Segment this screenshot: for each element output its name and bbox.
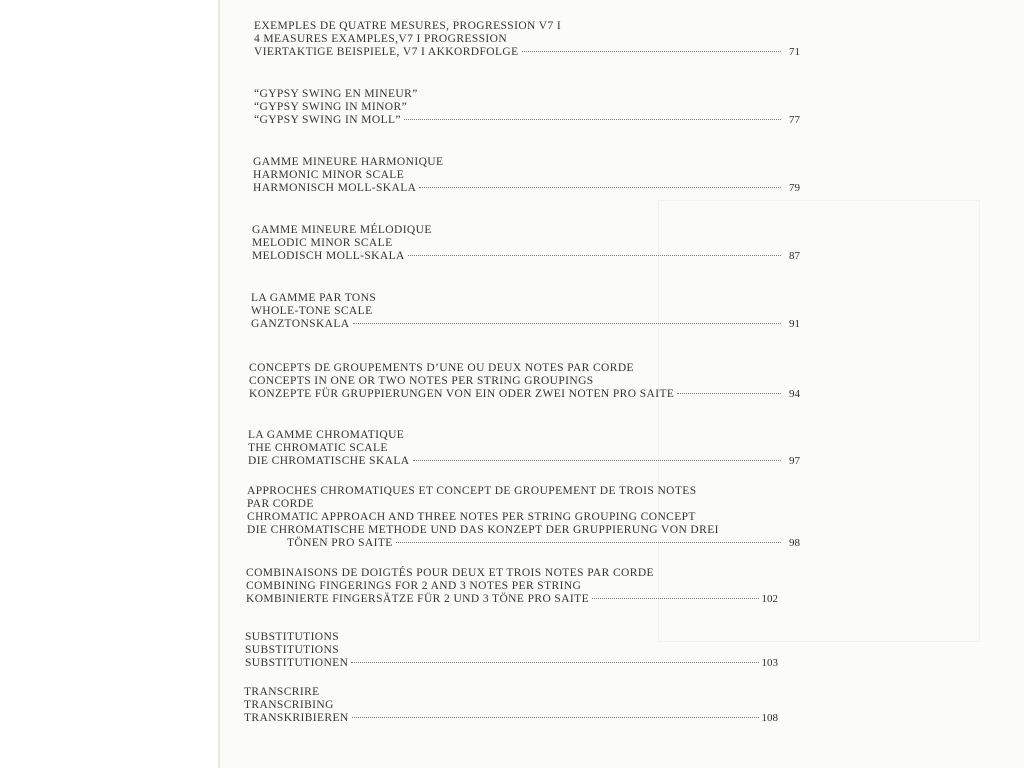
page-number: 103 — [761, 657, 778, 669]
toc-line: THE CHROMATIC SCALE — [248, 442, 388, 454]
toc-line: 4 MEASURES EXAMPLES,V7 I PROGRESSION — [254, 33, 508, 45]
toc-line: LA GAMME CHROMATIQUE — [248, 429, 405, 441]
toc-line: HARMONISCH MOLL-SKALA — [253, 182, 417, 194]
toc-last-line — [251, 318, 800, 331]
page-number: 94 — [789, 388, 800, 400]
toc-last-line — [249, 388, 800, 401]
toc-entry — [247, 485, 800, 550]
toc-line: TRANSCRIBING — [244, 699, 334, 711]
toc-last-line — [245, 657, 778, 670]
dot-leader — [677, 393, 781, 394]
page-number: 91 — [789, 318, 800, 330]
toc-last-line — [247, 537, 800, 550]
toc-line: “GYPSY SWING IN MINOR” — [254, 101, 408, 113]
toc-entry — [245, 631, 778, 670]
page-number: 108 — [761, 712, 778, 724]
document-page — [218, 0, 1024, 768]
toc-line: VIERTAKTIGE BEISPIELE, V7 I AKKORDFOLGE — [254, 46, 519, 58]
toc-line: GAMME MINEURE HARMONIQUE — [253, 156, 444, 168]
toc-last-line — [254, 46, 800, 59]
toc-line: APPROCHES CHROMATIQUES ET CONCEPT DE GROUPEMENT DE TROIS NOTES — [247, 485, 697, 497]
toc-line: SUBSTITUTIONS — [245, 631, 340, 643]
toc-entry — [252, 224, 800, 263]
toc-entry — [248, 429, 800, 468]
toc-entry — [251, 292, 800, 331]
toc-line: “GYPSY SWING IN MOLL” — [254, 114, 401, 126]
dot-leader — [396, 542, 781, 543]
toc-line: MELODIC MINOR SCALE — [252, 237, 393, 249]
toc-line: “GYPSY SWING EN MINEUR” — [254, 88, 418, 100]
dot-leader — [419, 187, 781, 188]
dot-leader — [413, 460, 781, 461]
toc-line: COMBINING FINGERINGS FOR 2 AND 3 NOTES PER STRING — [246, 580, 582, 592]
dot-leader — [353, 323, 781, 324]
page-number: 98 — [789, 537, 800, 549]
toc-line: CHROMATIC APPROACH AND THREE NOTES PER STRING GROUPING CONCEPT — [247, 511, 696, 523]
toc-line: WHOLE-TONE SCALE — [251, 305, 373, 317]
toc-entry — [253, 156, 800, 195]
toc-line: MELODISCH MOLL-SKALA — [252, 250, 405, 262]
toc-last-line — [246, 593, 778, 606]
toc-entry — [254, 88, 800, 127]
toc-line: DIE CHROMATISCHE SKALA — [248, 455, 410, 467]
toc-line: GAMME MINEURE MÉLODIQUE — [252, 224, 432, 236]
page-number: 87 — [789, 250, 800, 262]
toc-line: KOMBINIERTE FINGERSÄTZE FÜR 2 UND 3 TÖNE PRO SAITE — [246, 593, 590, 605]
toc-entry — [249, 362, 800, 401]
toc-line: TRANSCRIRE — [244, 686, 320, 698]
toc-line: LA GAMME PAR TONS — [251, 292, 377, 304]
toc-line: COMBINAISONS DE DOIGTÉS POUR DEUX ET TROIS NOTES PAR CORDE — [246, 567, 654, 579]
toc-entry — [254, 20, 800, 59]
dot-leader — [408, 255, 781, 256]
page-number: 97 — [789, 455, 800, 467]
toc-line: GANZTONSKALA — [251, 318, 350, 330]
toc-last-line — [248, 455, 800, 468]
toc-line: PAR CORDE — [247, 498, 314, 510]
toc-last-line — [252, 250, 800, 263]
toc-line: CONCEPTS IN ONE OR TWO NOTES PER STRING GROUPINGS — [249, 375, 594, 387]
dot-leader — [522, 51, 781, 52]
page-number: 79 — [789, 182, 800, 194]
dot-leader — [592, 598, 758, 599]
toc-line: SUBSTITUTIONS — [245, 644, 340, 656]
toc-line: EXEMPLES DE QUATRE MESURES, PROGRESSION V7 I — [254, 20, 562, 32]
toc-entry — [244, 686, 778, 725]
toc-line: TÖNEN PRO SAITE — [287, 537, 393, 549]
dot-leader — [351, 662, 758, 663]
toc-line: TRANSKRIBIEREN — [244, 712, 349, 724]
page-number: 77 — [789, 114, 800, 126]
toc-last-line — [244, 712, 778, 725]
toc-line: KONZEPTE FÜR GRUPPIERUNGEN VON EIN ODER ZWEI NOTEN PRO SAITE — [249, 388, 675, 400]
toc-last-line — [254, 114, 800, 127]
page-number: 102 — [761, 593, 778, 605]
toc-line: DIE CHROMATISCHE METHODE UND DAS KONZEPT DER GRUPPIERUNG VON DREI — [247, 524, 719, 536]
dot-leader — [352, 717, 759, 718]
toc-entry — [246, 567, 778, 606]
toc-line: SUBSTITUTIONEN — [245, 657, 349, 669]
toc-line: CONCEPTS DE GROUPEMENTS D’UNE OU DEUX NOTES PAR CORDE — [249, 362, 634, 374]
toc-last-line — [253, 182, 800, 195]
toc-line: HARMONIC MINOR SCALE — [253, 169, 405, 181]
dot-leader — [404, 119, 781, 120]
page-number: 71 — [789, 46, 800, 58]
